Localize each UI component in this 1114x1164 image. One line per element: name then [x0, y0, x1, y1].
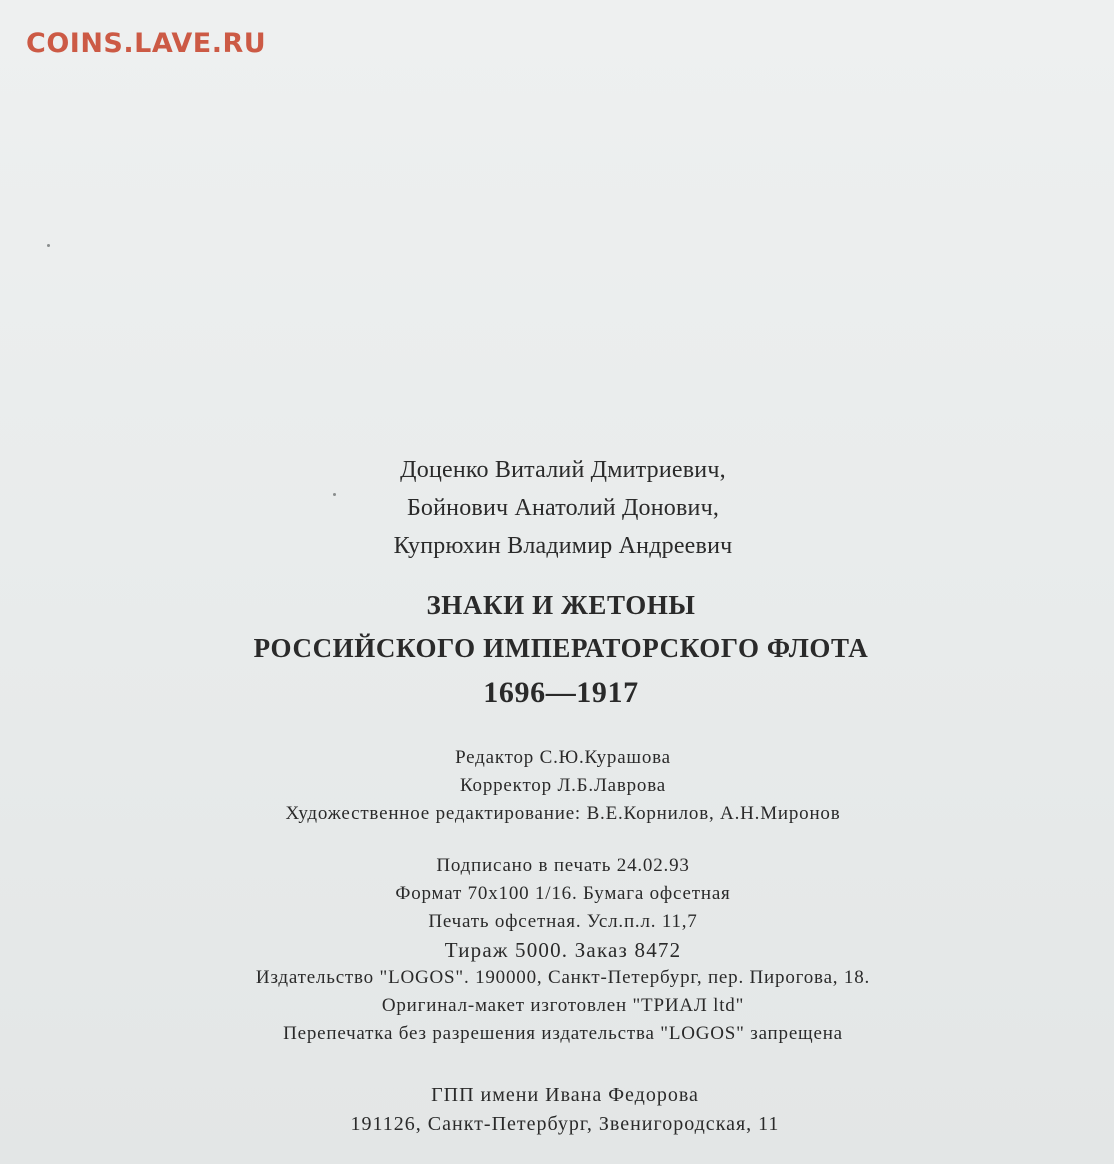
- credits-block: [6, 744, 1114, 828]
- run-line: Тираж 5000. Заказ 8472: [444, 938, 682, 962]
- editor-line: Редактор С.Ю.Курашова: [455, 747, 671, 768]
- title-line-1: ЗНАКИ И ЖЕТОНЫ: [426, 590, 696, 620]
- reprint-line: Перепечатка без разрешения издательства "LOGOS" запрещена: [283, 1023, 843, 1044]
- print-line: Печать офсетная. Усл.п.л. 11,7: [428, 911, 698, 932]
- printer-address: 191126, Санкт-Петербург, Звенигородская, 11: [350, 1113, 780, 1135]
- watermark-logo: COINS.LAVE.RU: [26, 28, 267, 59]
- authors-block: [6, 451, 1114, 565]
- title-line-2: РОССИЙСКОГО ИМПЕРАТОРСКОГО ФЛОТА: [253, 633, 869, 663]
- book-title: [4, 584, 1114, 716]
- proofreader-line: Корректор Л.Б.Лаврова: [460, 775, 666, 796]
- art-editing-line: Художественное редактирование: В.Е.Корнилов, А.Н.Миронов: [285, 803, 841, 824]
- printer-name: ГПП имени Ивана Федорова: [431, 1084, 699, 1106]
- printer-block: [8, 1081, 1114, 1139]
- author-line: Купрюхин Владимир Андреевич: [393, 533, 733, 559]
- imprint-block: [6, 852, 1114, 1048]
- publisher-line: Издательство "LOGOS". 190000, Санкт-Петербург, пер. Пирогова, 18.: [255, 967, 871, 988]
- author-line: Бойнович Анатолий Донович,: [406, 495, 720, 521]
- author-line: Доценко Виталий Дмитриевич,: [400, 457, 726, 483]
- title-years: 1696—1917: [483, 676, 639, 709]
- format-line: Формат 70х100 1/16. Бумага офсетная: [395, 883, 731, 904]
- layout-line: Оригинал-макет изготовлен "ТРИАЛ ltd": [381, 995, 745, 1016]
- signed-line: Подписано в печать 24.02.93: [436, 855, 690, 876]
- paper-speck: [47, 244, 50, 247]
